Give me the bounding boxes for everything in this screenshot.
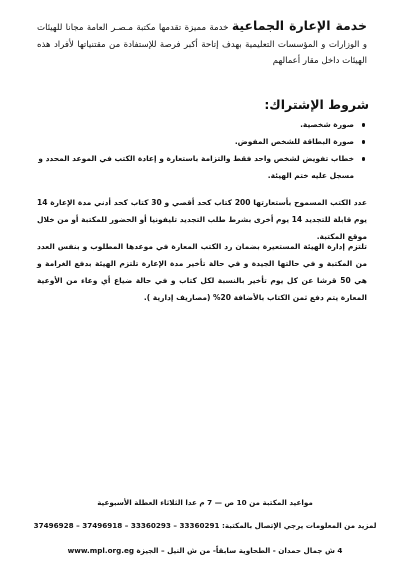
condition-item: صورة شخصية. [37, 116, 367, 133]
intro-paragraph [37, 18, 367, 70]
service-title: خدمة الإعارة الجماعية [231, 18, 368, 33]
intro-text: خدمة مميزة تقدمها مكتبة مـصـر العامة مجانا للهيئات و الوزارات و المؤسسات التعليمية بهدف إتاحة أكبر فرصة للإستفادة من مقتنياتها لأفراد هذه الهيئات داخل مقار أعمالهم [37, 23, 367, 66]
conditions-heading: شروط الإشتراك: [264, 97, 369, 112]
obligations-paragraph: تلتزم إدارة الهيئة المستعيرة بضمان رد الكتب المعارة في موعدها المطلوب و بنفس العدد من المكتبة و في حالتها الجيدة و في حالة تأخير مدة الإعارة تلتزم الهيئة بدفع الغرامة و هي 50 قرشا عن كل يوم تأخير بالنسبة لكل كتاب و في حالة ضياع أي وعاء من الأوعية المعارة يتم دفع ثمن الكتاب بالأضافة 20% (مصاريف إدارية ). [37, 242, 367, 302]
condition-item: صورة البطاقة للشخص المفوض. [37, 133, 367, 150]
condition-item: خطاب تفويض لشخص واحد فقط والتزامة باستعارة و إعادة الكتب في الموعد المحدد و مسجل عليه ختم الهيئة. [37, 150, 367, 184]
borrowing-limits-paragraph: عدد الكتب المسموح بأستعارتها 200 كتاب كحد أقصي و 30 كتاب كحد أدني مدة الإعارة 14 يوم قابلة للتجديد 14 يوم أخرى بشرط طلب التجديد تليفونيا أو الحضور للمكتبة أو من خلال موقع المكتبة. [37, 198, 368, 241]
contact-info: لمزيد من المعلومات يرجي الإتصال بالمكتبة: 33360291 – 33360293 – 37496918 – 37496928 [33, 521, 377, 530]
conditions-list [37, 116, 367, 184]
opening-hours: مواعيد المكتبة من 10 ص — 7 م عدا الثلاثاء العطلة الأسبوعية [97, 498, 313, 507]
address-line: 4 ش جمال حمدان - الطحاوية سابقاً- من ش النيل – الجيزة www.mpl.org.eg [67, 546, 343, 555]
